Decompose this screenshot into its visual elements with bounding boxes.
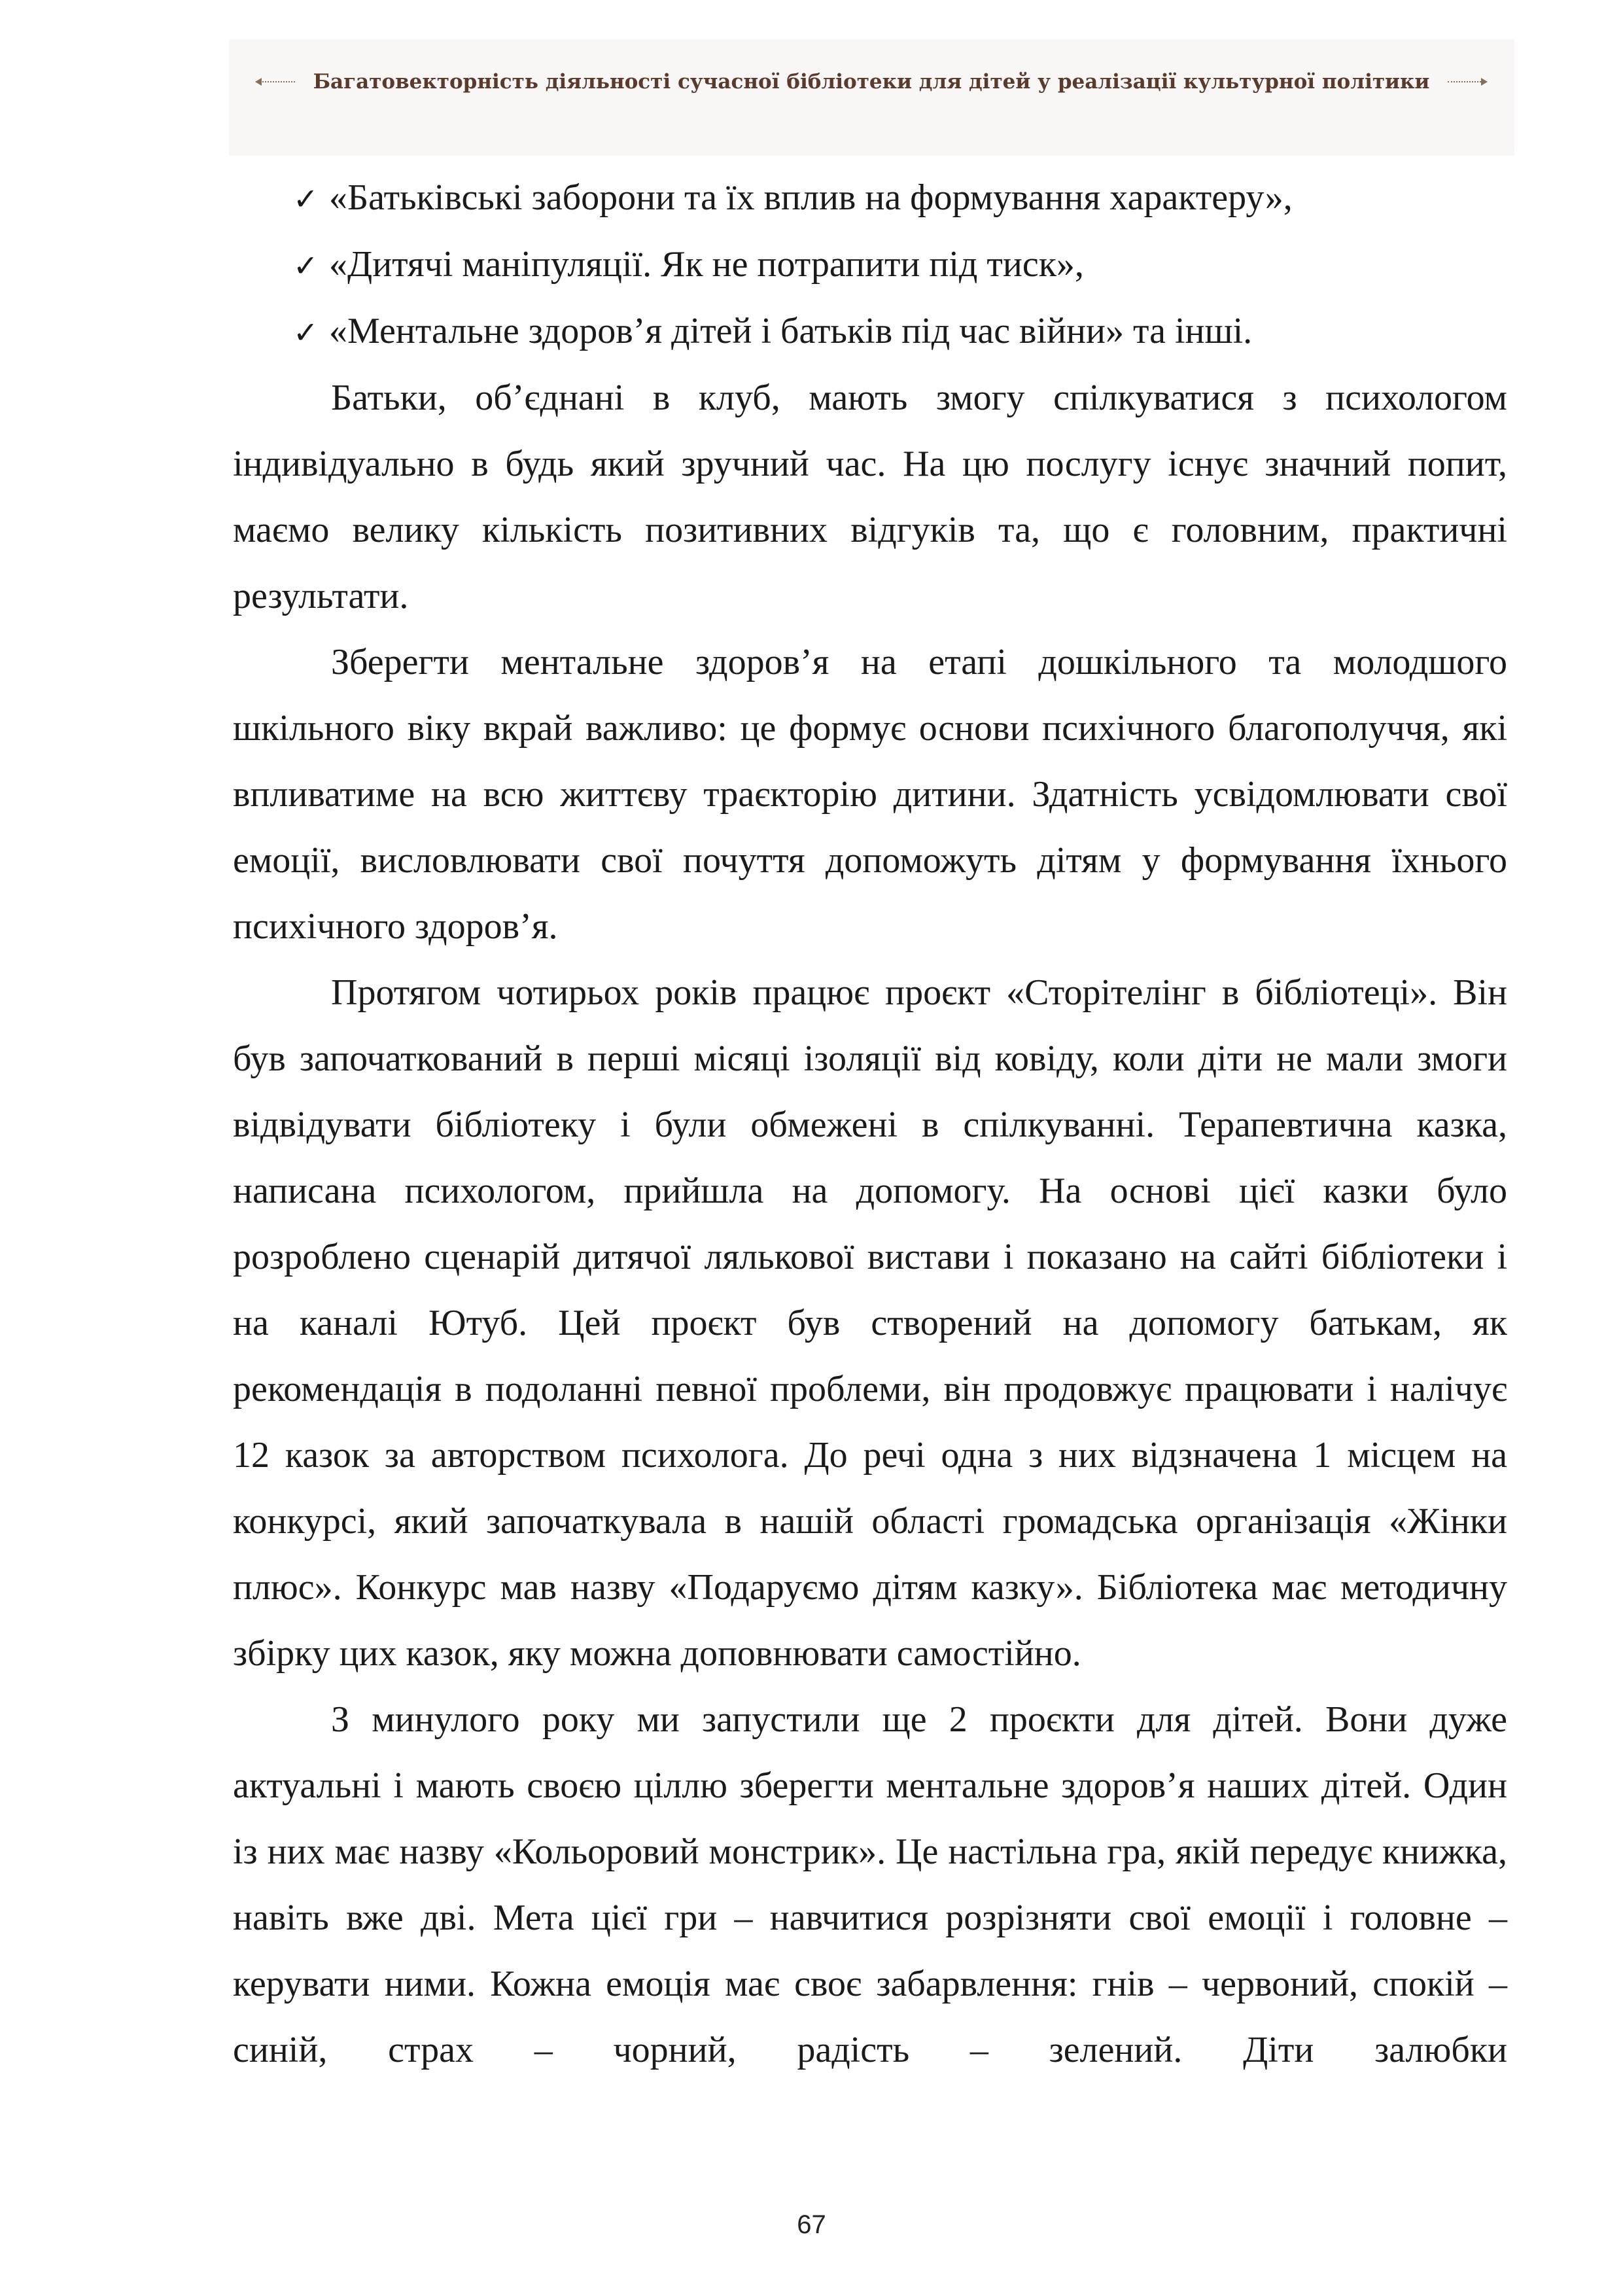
header-left-arrow-rule (256, 81, 295, 82)
header-right-arrow-rule (1448, 81, 1486, 82)
list-item (293, 232, 1507, 298)
running-header-line (256, 65, 1486, 98)
paragraph: Протягом чотирьох років працює проєкт «Сторітелінг в бібліотеці». Він був започаткований в перші місяці ізоляції від ковіду, коли діти не мали змоги відвідувати бібліотеку і були обмежені в спілкуванні. Терапевтична казка, написана психологом, прийшла на допомогу. На основі цієї казки було розроблено сценарій дитячої лялькової вистави і показано на сайті бібліотеки і на каналі Ютуб. Цей проєкт був створений на допомогу батькам, як рекомендація в подоланні певної проблеми, він продовжує працювати і налічує 12 казок за авторством психолога. До речі одна з них відзначена 1 місцем на конкурсі, який започаткувала в нашій області громадська організація «Жінки плюс». Конкурс мав назву «Подаруємо дітям казку». Бібліотека має методичну збірку цих казок, яку можна доповнювати самостійно. (233, 972, 1507, 1674)
running-header-title: Багатовекторність діяльності сучасної бібліотеки для дітей у реалізації культурної політики (313, 70, 1430, 94)
page-number: 67 (797, 2210, 826, 2239)
list-item-text: «Батьківські заборони та їх вплив на формування характеру», (329, 177, 1293, 218)
list-item (293, 298, 1507, 365)
checkmark-icon: ✓ (293, 248, 319, 283)
checkmark-icon: ✓ (293, 315, 319, 350)
list-item (293, 165, 1507, 232)
paragraph: Зберегти ментальне здоров’я на етапі дошкільного та молодшого шкільного віку вкрай важливо: це формує основи психічного благополуччя, які впливатиме на всю життєву траєкторію дитини. Здатність усвідомлювати свої емоції, висловлювати свої почуття допоможуть дітям у формування їхнього психічного здоров’я. (233, 642, 1507, 947)
list-item-text: «Дитячі маніпуляції. Як не потрапити під тиск», (329, 244, 1084, 285)
paragraph: Батьки, об’єднані в клуб, мають змогу спілкуватися з психологом індивідуально в будь який зручний час. На цю послугу існує значний попит, маємо велику кількість позитивних відгуків та, що є головним, практичні результати. (233, 378, 1507, 616)
paragraph: З минулого року ми запустили ще 2 проєкти для дітей. Вони дуже актуальні і мають своєю ціллю зберегти ментальне здоров’я наших дітей. Один із них має назву «Кольоровий монстрик». Це настільна гра, якій передує книжка, навіть вже дві. Мета цієї гри – навчитися розрізняти свої емоції і головне – керувати ними. Кожна емоція має своє забарвлення: гнів – червоний, спокій – синій, страх – чорний, радість – зелений. Діти залюбки (233, 1699, 1507, 2070)
list-item-text: «Ментальне здоров’я дітей і батьків під час війни» та інші. (329, 311, 1253, 351)
page-body (233, 165, 1507, 2083)
checkmark-icon: ✓ (293, 181, 319, 217)
